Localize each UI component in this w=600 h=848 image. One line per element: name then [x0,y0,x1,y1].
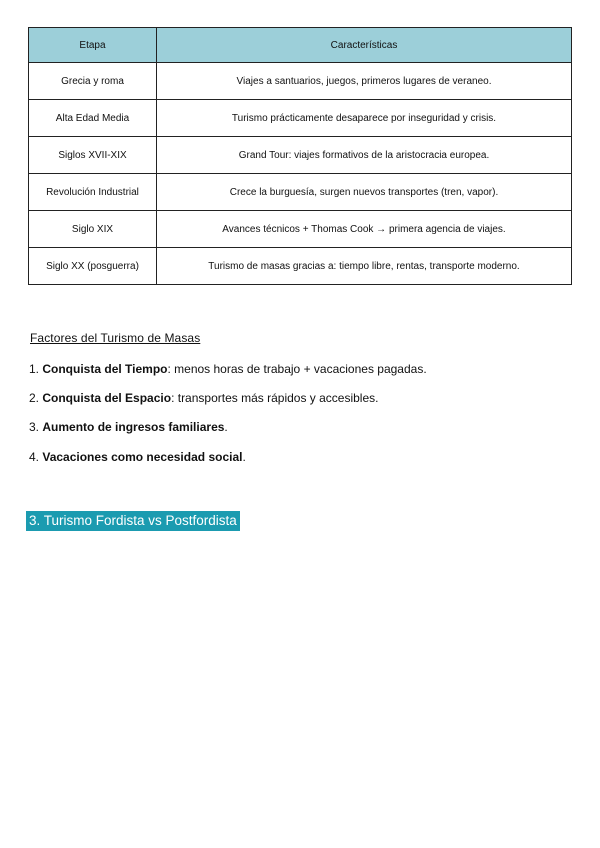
stage-cell: Grecia y roma [29,63,157,100]
factor-number: 1. [29,362,40,376]
table-header-row [29,28,572,63]
factor-item [29,420,228,434]
factor-term: Conquista del Tiempo [42,362,168,376]
stage-cell: Alta Edad Media [29,100,157,137]
stage-cell: Siglos XVII-XIX [29,137,157,174]
characteristics-cell: Grand Tour: viajes formativos de la aristocracia europea. [157,137,572,174]
factor-number: 2. [29,391,40,405]
factor-number: 4. [29,450,40,464]
factor-term: Conquista del Espacio [42,391,172,405]
characteristics-cell: Crece la burguesía, surgen nuevos transportes (tren, vapor). [157,174,572,211]
characteristics-cell: Avances técnicos + Thomas Cook → primera agencia de viajes. [157,211,572,248]
column-header-stage: Etapa [29,28,157,63]
factor-description: : menos horas de trabajo + vacaciones pagadas. [167,362,427,376]
section-heading: 3. Turismo Fordista vs Postfordista [26,511,240,531]
table-row [29,63,572,100]
characteristics-cell: Viajes a santuarios, juegos, primeros lugares de veraneo. [157,63,572,100]
characteristics-cell: Turismo prácticamente desaparece por inseguridad y crisis. [157,100,572,137]
factor-description: . [242,450,246,464]
factor-item [29,362,427,376]
factor-term: Aumento de ingresos familiares [42,420,225,434]
factor-item [29,391,378,405]
table-row [29,174,572,211]
table-row [29,248,572,285]
factor-number: 3. [29,420,40,434]
table-row [29,100,572,137]
column-header-characteristics: Características [157,28,572,63]
factors-title: Factores del Turismo de Masas [30,331,201,345]
characteristics-cell: Turismo de masas gracias a: tiempo libre, rentas, transporte moderno. [157,248,572,285]
history-table [28,27,572,285]
stage-cell: Revolución Industrial [29,174,157,211]
factor-description: . [224,420,228,434]
factor-term: Vacaciones como necesidad social [42,450,243,464]
factor-item [29,450,246,464]
factor-description: : transportes más rápidos y accesibles. [171,391,379,405]
table-row [29,137,572,174]
table-row [29,211,572,248]
stage-cell: Siglo XX (posguerra) [29,248,157,285]
stage-cell: Siglo XIX [29,211,157,248]
